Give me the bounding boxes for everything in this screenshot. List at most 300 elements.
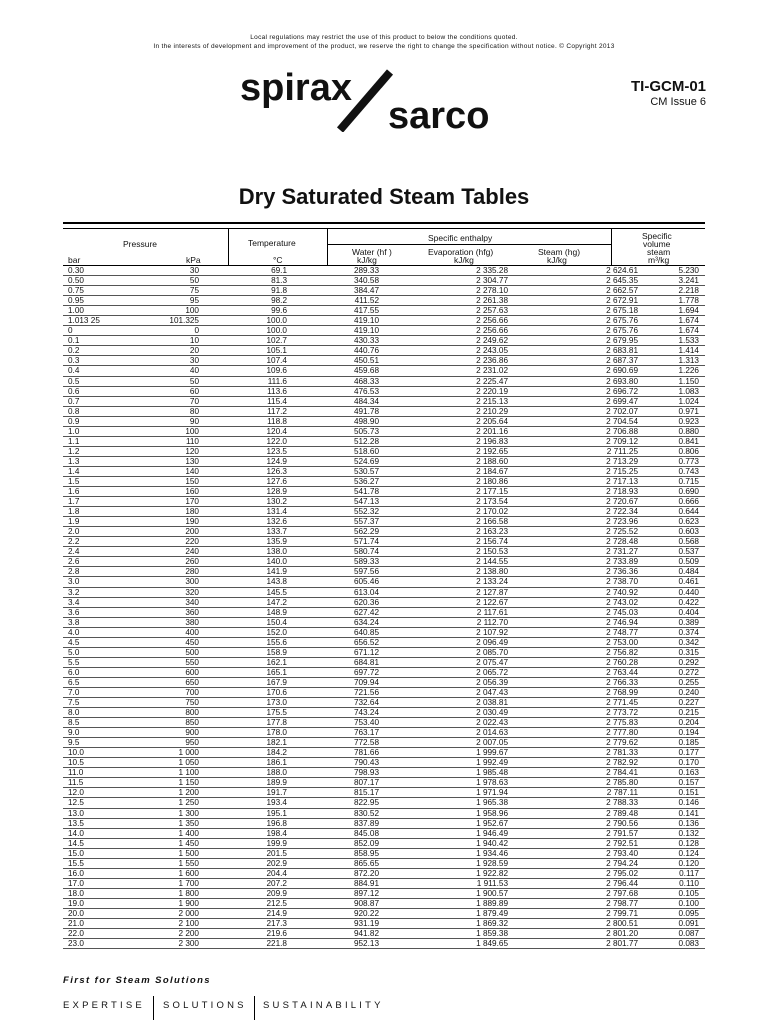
table-cell: 0.461	[678, 577, 699, 587]
table-cell: 1.3	[68, 456, 80, 466]
table-cell: 2 150.53	[476, 547, 508, 557]
document-issue: CM Issue 6	[650, 96, 706, 108]
table-cell: 0.6	[68, 386, 80, 396]
table-cell: 524.69	[353, 456, 379, 466]
table-cell: 1.024	[678, 396, 699, 406]
table-cell: 872.20	[353, 868, 379, 878]
table-cell: 201.5	[266, 848, 287, 858]
table-cell: 177.8	[266, 718, 287, 728]
table-cell: 547.13	[353, 497, 379, 507]
table-cell: 2 799.71	[606, 909, 638, 918]
table-cell: 2 715.25	[606, 466, 638, 476]
table-cell: 2 740.92	[606, 587, 638, 597]
table-cell: 884.91	[353, 878, 379, 888]
table-cell: 2 107.92	[476, 627, 508, 637]
table-cell: 2 748.77	[606, 627, 638, 637]
table-row	[63, 879, 705, 889]
table-cell: 105.1	[266, 346, 287, 356]
logo-word-1: spirax	[240, 68, 352, 109]
table-cell: 0.105	[678, 888, 699, 898]
table-cell: 196.8	[266, 818, 287, 828]
table-cell: 3.2	[68, 587, 80, 597]
table-cell: 908.87	[353, 898, 379, 908]
table-cell: 90	[189, 416, 199, 426]
table-cell: 91.8	[271, 286, 287, 296]
table-cell: 0.117	[679, 868, 699, 878]
spirax-sarco-logo	[240, 68, 540, 132]
table-cell: 131.4	[266, 507, 287, 517]
table-row	[63, 668, 705, 678]
table-row	[63, 527, 705, 537]
table-cell: 360	[185, 607, 199, 617]
table-cell: 1.778	[678, 296, 699, 306]
table-cell: 2 801.77	[606, 939, 638, 949]
table-cell: 200	[185, 527, 199, 537]
table-cell: 1.226	[678, 366, 699, 376]
table-cell: 709.94	[353, 677, 379, 687]
table-row	[63, 557, 705, 567]
table-cell: 110	[185, 436, 199, 446]
table-cell: 2 777.80	[606, 728, 638, 738]
table-cell: 411.52	[354, 296, 379, 306]
table-cell: 1 922.82	[476, 868, 508, 878]
table-cell: 0.95	[68, 296, 84, 306]
table-cell: 430.33	[353, 336, 379, 346]
table-cell: 155.6	[266, 637, 287, 647]
table-cell: 2 188.60	[476, 456, 508, 466]
table-cell: 138.0	[266, 547, 287, 557]
table-row	[63, 306, 705, 316]
table-row	[63, 939, 705, 949]
unit-evaporation: kJ/kg	[454, 255, 474, 265]
table-cell: 70	[189, 396, 199, 406]
table-cell: 20.0	[68, 909, 84, 918]
table-cell: 0.923	[678, 416, 699, 426]
table-cell: 21.0	[68, 919, 84, 929]
table-cell: 2 675.18	[606, 306, 638, 316]
table-cell: 0.374	[678, 627, 699, 637]
table-cell: 900	[185, 728, 199, 738]
table-cell: 3.0	[68, 577, 80, 587]
table-cell: 0.255	[678, 677, 699, 687]
table-cell: 743.24	[353, 708, 379, 718]
table-cell: 118.8	[267, 416, 287, 426]
table-cell: 1.0	[68, 426, 80, 436]
table-cell: 260	[185, 557, 199, 567]
table-cell: 209.9	[266, 888, 287, 898]
table-row	[63, 276, 705, 286]
table-cell: 2 745.03	[606, 607, 638, 617]
table-cell: 1.083	[678, 386, 699, 396]
table-row	[63, 417, 705, 427]
table-cell: 562.29	[353, 527, 379, 537]
header-divider	[611, 229, 612, 265]
table-cell: 158.9	[266, 647, 287, 657]
table-cell: 0.389	[678, 617, 699, 627]
table-cell: 2 709.12	[606, 436, 638, 446]
table-cell: 772.58	[353, 738, 379, 748]
table-cell: 170	[185, 497, 199, 507]
table-cell: 2 796.44	[606, 878, 638, 888]
table-cell: 2 335.28	[476, 266, 508, 275]
table-row	[63, 929, 705, 939]
unit-celsius: °C	[273, 255, 283, 265]
table-cell: 180	[185, 507, 199, 517]
table-cell: 2 717.13	[606, 476, 638, 486]
table-cell: 613.04	[353, 587, 379, 597]
enthalpy-underline	[328, 244, 611, 245]
table-cell: 600	[185, 667, 199, 677]
table-cell: 2 696.72	[606, 386, 638, 396]
table-cell: 1 150	[178, 778, 199, 788]
table-cell: 175.5	[266, 708, 287, 718]
table-cell: 2 800.51	[606, 919, 638, 929]
unit-kpa: kPa	[186, 255, 201, 265]
table-cell: 798.93	[353, 768, 379, 778]
table-row	[63, 889, 705, 899]
table-cell: 202.9	[266, 858, 287, 868]
table-cell: 3.6	[68, 607, 80, 617]
table-cell: 16.0	[68, 868, 84, 878]
table-cell: 199.9	[266, 838, 287, 848]
table-cell: 4.5	[68, 637, 80, 647]
table-cell: 2 679.95	[606, 336, 638, 346]
table-cell: 0.342	[678, 637, 699, 647]
table-cell: 2 278.10	[476, 286, 508, 296]
table-cell: 220	[185, 537, 199, 547]
table-cell: 2 200	[178, 929, 199, 939]
table-cell: 204.4	[266, 868, 287, 878]
table-cell: 468.33	[353, 376, 379, 386]
table-cell: 2 180.86	[476, 476, 508, 486]
table-cell: 2 704.54	[606, 416, 638, 426]
table-cell: 69.1	[271, 266, 287, 275]
logo-word-2: sarco	[388, 95, 490, 132]
table-cell: 102.7	[266, 336, 287, 346]
table-cell: 2 144.55	[476, 557, 508, 567]
table-cell: 597.56	[353, 567, 379, 577]
table-cell: 790.43	[353, 758, 379, 768]
table-cell: 0.215	[678, 708, 699, 718]
table-cell: 700	[185, 687, 199, 697]
table-cell: 512.28	[353, 436, 379, 446]
footer-sustainability: SUSTAINABILITY	[263, 1000, 384, 1011]
table-cell: 178.0	[266, 728, 287, 738]
table-cell: 22.0	[68, 929, 84, 939]
table-cell: 7.0	[68, 687, 80, 697]
table-cell: 127.6	[266, 476, 287, 486]
table-cell: 1.4	[68, 466, 80, 476]
table-cell: 198.4	[266, 828, 287, 838]
table-cell: 141.9	[266, 567, 287, 577]
table-row	[63, 869, 705, 879]
table-cell: 23.0	[68, 939, 84, 949]
table-cell: 75	[189, 286, 199, 296]
document-code: TI-GCM-01	[631, 78, 706, 95]
table-row	[63, 266, 705, 276]
table-cell: 0.095	[678, 909, 699, 918]
table-cell: 2.6	[68, 557, 80, 567]
header-specific-volume-3: steam	[647, 247, 671, 257]
table-row	[63, 427, 705, 437]
table-cell: 2 738.70	[606, 577, 638, 587]
table-cell: 190	[185, 517, 199, 527]
table-cell: 340	[185, 597, 199, 607]
table-cell: 2 122.67	[476, 597, 508, 607]
footer-divider	[153, 996, 154, 1020]
table-cell: 0.743	[678, 466, 699, 476]
table-cell: 0.136	[678, 818, 699, 828]
table-cell: 1 978.63	[476, 778, 508, 788]
table-cell: 2 760.28	[606, 657, 638, 667]
table-cell: 419.10	[353, 316, 379, 326]
table-cell: 2 166.58	[476, 517, 508, 527]
table-cell: 186.1	[266, 758, 287, 768]
table-cell: 2 720.67	[606, 497, 638, 507]
table-cell: 605.46	[353, 577, 379, 587]
table-cell: 2 797.68	[606, 888, 638, 898]
table-row	[63, 366, 705, 376]
table-cell: 1 500	[178, 848, 199, 858]
table-row	[63, 477, 705, 487]
table-cell: 2.4	[68, 547, 80, 557]
table-row	[63, 648, 705, 658]
table-cell: 2 725.52	[606, 527, 638, 537]
header-steam: Steam (hg)	[538, 247, 581, 257]
table-cell: 120.4	[266, 426, 287, 436]
table-header-rule	[63, 228, 705, 229]
table-cell: 117.2	[267, 406, 287, 416]
table-cell: 1.533	[678, 336, 699, 346]
table-row	[63, 899, 705, 909]
table-cell: 2 100	[178, 919, 199, 929]
table-cell: 763.17	[353, 728, 379, 738]
table-row	[63, 567, 705, 577]
table-row	[63, 859, 705, 869]
table-row	[63, 407, 705, 417]
table-cell: 1 934.46	[476, 848, 508, 858]
table-cell: 2 794.24	[606, 858, 638, 868]
table-row	[63, 447, 705, 457]
table-cell: 1 849.65	[476, 939, 508, 949]
table-cell: 13.5	[68, 818, 84, 828]
table-cell: 2 056.39	[476, 677, 508, 687]
table-cell: 1 958.96	[476, 808, 508, 818]
table-cell: 1.414	[678, 346, 699, 356]
table-cell: 552.32	[353, 507, 379, 517]
page-title: Dry Saturated Steam Tables	[238, 184, 530, 209]
table-cell: 2 743.02	[606, 597, 638, 607]
table-cell: 1.6	[68, 487, 80, 497]
table-cell: 3.8	[68, 617, 80, 627]
table-cell: 191.7	[266, 788, 287, 798]
table-cell: 2 728.48	[606, 537, 638, 547]
table-cell: 143.8	[266, 577, 287, 587]
table-cell: 170.6	[266, 687, 287, 697]
table-cell: 0.880	[678, 426, 699, 436]
table-cell: 150.4	[266, 617, 287, 627]
table-cell: 2 790.56	[606, 818, 638, 828]
table-row	[63, 698, 705, 708]
table-cell: 417.55	[353, 306, 379, 316]
table-cell: 2 699.47	[606, 396, 638, 406]
table-cell: 476.53	[353, 386, 379, 396]
table-cell: 0.141	[678, 808, 699, 818]
table-cell: 12.0	[68, 788, 84, 798]
table-cell: 952.13	[353, 939, 379, 949]
table-cell: 1 200	[178, 788, 199, 798]
table-cell: 188.0	[266, 768, 287, 778]
table-row	[63, 778, 705, 788]
table-cell: 697.72	[353, 667, 379, 677]
table-cell: 2 075.47	[476, 657, 508, 667]
table-cell: 1 971.94	[476, 788, 508, 798]
table-cell: 2 304.77	[476, 276, 508, 286]
table-cell: 2 645.35	[606, 276, 638, 286]
table-cell: 0.163	[678, 768, 699, 778]
table-cell: 2 713.29	[606, 456, 638, 466]
table-cell: 0.1	[68, 336, 80, 346]
table-row	[63, 437, 705, 447]
table-cell: 340.58	[353, 276, 379, 286]
table-cell: 0.5	[68, 376, 80, 386]
table-cell: 0.315	[678, 647, 699, 657]
table-cell: 20	[189, 346, 199, 356]
table-cell: 2.218	[678, 286, 699, 296]
table-cell: 120	[185, 446, 199, 456]
table-row	[63, 387, 705, 397]
table-cell: 1.150	[678, 376, 699, 386]
table-cell: 459.68	[353, 366, 379, 376]
table-cell: 0.157	[678, 778, 699, 788]
table-cell: 184.2	[266, 748, 287, 758]
table-cell: 1 000	[178, 748, 199, 758]
table-cell: 450.51	[353, 356, 379, 366]
table-row	[63, 286, 705, 296]
table-cell: 0.124	[678, 848, 699, 858]
table-cell: 498.90	[353, 416, 379, 426]
table-cell: 2 789.48	[606, 808, 638, 818]
table-cell: 505.73	[353, 426, 379, 436]
table-cell: 2 196.83	[476, 436, 508, 446]
table-cell: 140.0	[266, 557, 287, 567]
header-specific-volume-2: volume	[643, 239, 671, 249]
table-row	[63, 768, 705, 778]
table-cell: 1.8	[68, 507, 80, 517]
table-cell: 160	[185, 487, 199, 497]
table-cell: 2 000	[178, 909, 199, 918]
table-cell: 0.568	[678, 537, 699, 547]
table-cell: 2 231.02	[476, 366, 508, 376]
table-cell: 280	[185, 567, 199, 577]
table-row	[63, 487, 705, 497]
table-cell: 0.292	[678, 657, 699, 667]
table-cell: 0.484	[678, 567, 699, 577]
table-cell: 2 801.20	[606, 929, 638, 939]
table-cell: 98.2	[271, 296, 287, 306]
table-cell: 440.76	[353, 346, 379, 356]
table-cell: 123.5	[266, 446, 287, 456]
table-cell: 671.12	[353, 647, 379, 657]
table-cell: 2 256.66	[476, 326, 508, 336]
table-row	[63, 748, 705, 758]
table-cell: 650	[185, 677, 199, 687]
table-cell: 1.674	[678, 326, 699, 336]
table-cell: 0.8	[68, 406, 80, 416]
table-cell: 0.7	[68, 396, 80, 406]
table-cell: 10.0	[68, 748, 84, 758]
table-cell: 1 600	[178, 868, 199, 878]
table-cell: 2 133.24	[476, 577, 508, 587]
table-cell: 0.806	[678, 446, 699, 456]
table-cell: 2 690.69	[606, 366, 638, 376]
table-cell: 2 787.11	[606, 788, 638, 798]
header-temperature: Temperature	[248, 238, 296, 248]
table-cell: 2 205.64	[476, 416, 508, 426]
table-cell: 2 781.33	[606, 748, 638, 758]
table-cell: 0.240	[678, 687, 699, 697]
table-cell: 1 952.67	[476, 818, 508, 828]
table-cell: 0.110	[679, 878, 699, 888]
table-row	[63, 909, 705, 919]
footer-solutions: SOLUTIONS	[163, 1000, 247, 1011]
table-row	[63, 819, 705, 829]
table-cell: 1.694	[678, 306, 699, 316]
table-cell: 7.5	[68, 698, 80, 708]
table-row	[63, 296, 705, 306]
table-cell: 2 038.81	[476, 698, 508, 708]
table-cell: 580.74	[353, 547, 379, 557]
table-cell: 50	[189, 376, 199, 386]
table-row	[63, 718, 705, 728]
table-row	[63, 728, 705, 738]
table-row	[63, 738, 705, 748]
table-cell: 1 869.32	[476, 919, 508, 929]
table-cell: 0.177	[678, 748, 699, 758]
table-cell: 1 879.49	[476, 909, 508, 918]
table-cell: 2 662.57	[606, 286, 638, 296]
table-cell: 800	[185, 708, 199, 718]
table-cell: 2 225.47	[476, 376, 508, 386]
table-cell: 0.120	[678, 858, 699, 868]
table-cell: 721.56	[353, 687, 379, 697]
table-cell: 781.66	[353, 748, 379, 758]
table-cell: 1 450	[178, 838, 199, 848]
table-cell: 0.227	[678, 698, 699, 708]
table-cell: 10	[189, 336, 199, 346]
table-cell: 0.272	[678, 667, 699, 677]
table-cell: 147.2	[266, 597, 287, 607]
table-cell: 5.230	[678, 266, 699, 275]
table-cell: 2 096.49	[476, 637, 508, 647]
table-row	[63, 678, 705, 688]
table-cell: 2 201.16	[476, 426, 508, 436]
table-cell: 195.1	[266, 808, 287, 818]
table-cell: 852.09	[353, 838, 379, 848]
table-cell: 0.404	[678, 607, 699, 617]
notice-line-1: Local regulations may restrict the use of this product to below the conditions quoted.	[250, 34, 518, 41]
table-cell: 620.36	[353, 597, 379, 607]
table-cell: 182.1	[266, 738, 287, 748]
table-cell: 4.0	[68, 627, 80, 637]
table-cell: 2 138.80	[476, 567, 508, 577]
table-cell: 0.100	[678, 898, 699, 908]
table-cell: 2 243.05	[476, 346, 508, 356]
table-row	[63, 356, 705, 366]
table-cell: 219.6	[266, 929, 287, 939]
table-cell: 1 900	[178, 898, 199, 908]
table-cell: 100	[185, 426, 199, 436]
